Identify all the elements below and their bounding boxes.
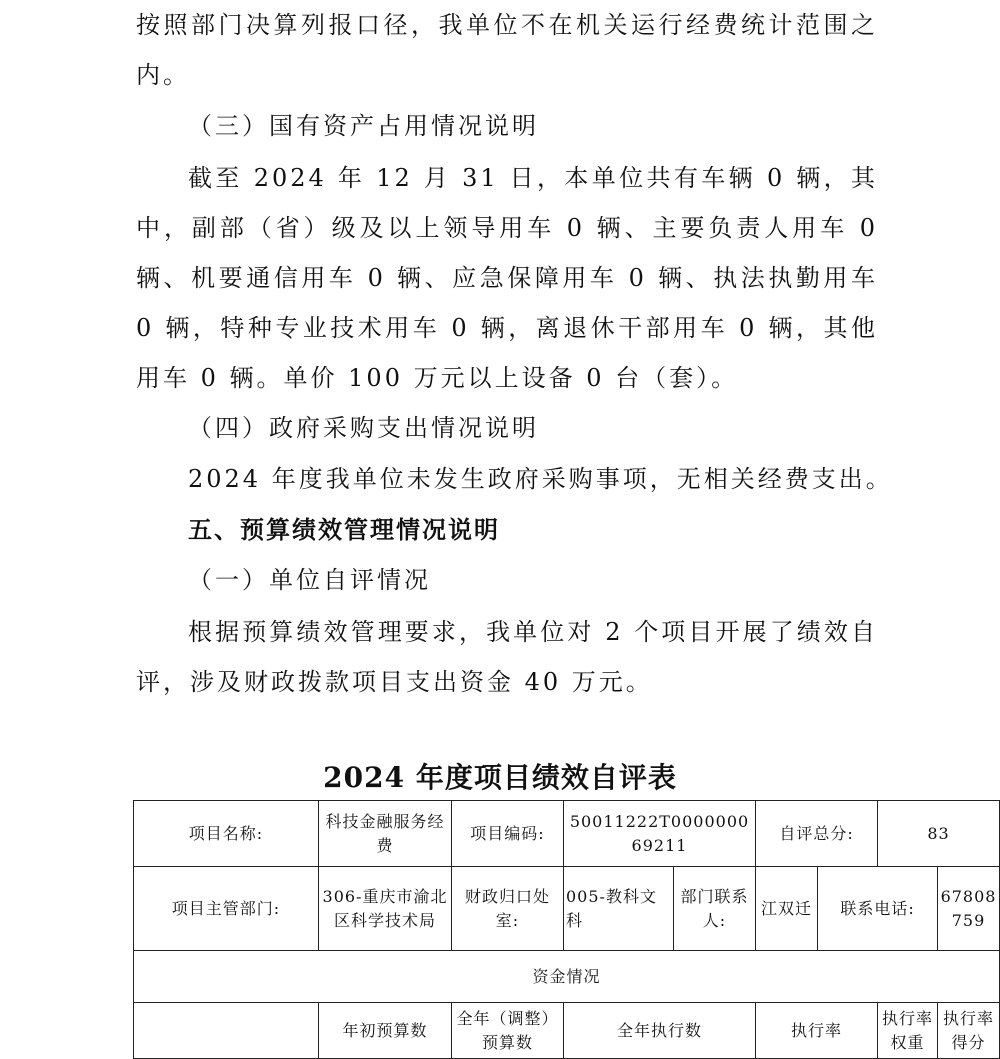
rate-score-header: 执行率得分 [938,1003,1000,1059]
table-row [134,801,1000,867]
phone-value: 67808759 [938,867,1000,951]
table-row [134,1003,1000,1059]
table-title: 2024 年度项目绩效自评表 [323,761,677,794]
paragraph-self-evaluation: 根据预算绩效管理要求，我单位对 2 个项目开展了绩效自评，涉及财政拨款项目支出资金 40 万元。 [136,618,878,696]
finance-office-value: 005-教科文科 [564,867,674,951]
executed-header: 全年执行数 [564,1003,756,1059]
paragraph-vehicles: 截至 2024 年 12 月 31 日，本单位共有车辆 0 辆，其中，副部（省）级及以上领导用车 0 辆、主要负责人用车 0 辆、机要通信用车 0 辆、应急保障用车 0 辆、执法执勤用车 0 辆，特种专业技术用车 0 辆，离退休干部用车 0 辆，其他用车 0 辆。单价 100 万元以上设备 0 台（套）。 [136,164,878,392]
heading-state-assets: （三）国有资产占用情况说明 [188,112,539,140]
paragraph-procurement: 2024 年度我单位未发生政府采购事项，无相关经费支出。 [188,465,893,493]
rate-weight-header: 执行率权重 [878,1003,938,1059]
project-code-label: 项目编码: [452,801,564,867]
funds-blank [134,1003,319,1059]
performance-table [133,800,1000,1059]
heading-procurement: （四）政府采购支出情况说明 [188,414,539,442]
project-name-label: 项目名称: [134,801,319,867]
project-code-value: 50011222T000000069211 [564,801,756,867]
project-name-value: 科技金融服务经费 [319,801,452,867]
self-score-label: 自评总分: [756,801,878,867]
table-row [134,867,1000,951]
dept-value: 306-重庆市渝北区科学技术局 [319,867,452,951]
funds-header: 资金情况 [134,951,1000,1003]
finance-office-label: 财政归口处室: [452,867,564,951]
paragraph-admin-costs: 按照部门决算列报口径，我单位不在机关运行经费统计范围之内。 [136,11,878,89]
phone-label: 联系电话: [818,867,938,951]
heading-performance-mgmt: 五、预算绩效管理情况说明 [188,516,500,544]
dept-label: 项目主管部门: [134,867,319,951]
heading-self-evaluation: （一）单位自评情况 [188,566,431,594]
self-score-value: 83 [878,801,1000,867]
adjusted-budget-header: 全年（调整）预算数 [452,1003,564,1059]
contact-value: 江双迁 [756,867,818,951]
contact-label: 部门联系人: [674,867,756,951]
exec-rate-header: 执行率 [756,1003,878,1059]
table-row [134,951,1000,1003]
initial-budget-header: 年初预算数 [319,1003,452,1059]
